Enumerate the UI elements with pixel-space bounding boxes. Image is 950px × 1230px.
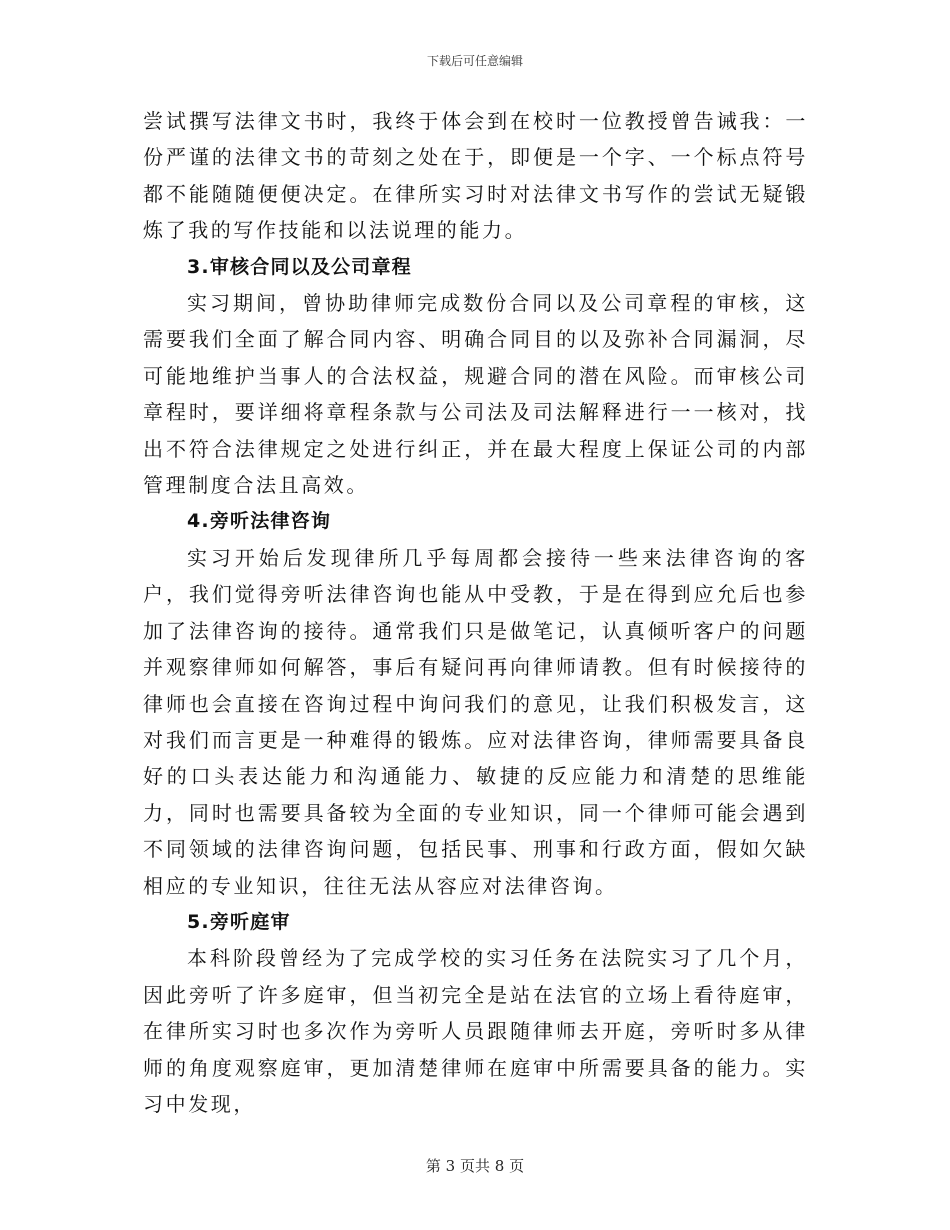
section-heading-3: 3.审核合同以及公司章程 (187, 255, 412, 278)
paragraph-legal-consultation: 实习开始后发现律所几乎每周都会接待一些来法律咨询的客户，我们觉得旁听法律咨询也能从中受教，于是在得到应允后也参加了法律咨询的接待。通常我们只是做笔记，认真倾听客户的问题并观察律师如何解答，事后有疑问再向律师请教。但有时候接待的律师也会直接在咨询过程中询问我们的意见，让我们积极发言，这对我们而言更是一种难得的锻炼。应对法律咨询，律师需要具备良好的口头表达能力和沟通能力、敏捷的反应能力和清楚的思维能力，同时也需要具备较为全面的专业知识，同一个律师可能会遇到不同领域的法律咨询问题，包括民事、刑事和行政方面，假如欠缺相应的专业知识，往往无法从容应对法律咨询。 (143, 545, 808, 898)
paragraph-contract-review: 实习期间，曾协助律师完成数份合同以及公司章程的审核，这需要我们全面了解合同内容、明确合同目的以及弥补合同漏洞，尽可能地维护当事人的合法权益，规避合同的潜在风险。而审核公司章程时，要详细将章程条款与公司法及司法解释进行一一核对，找出不符合法律规定之处进行纠正，并在最大程度上保证公司的内部管理制度合法且高效。 (143, 291, 808, 498)
page-header: 下载后可任意编辑 (426, 54, 523, 68)
document-body (143, 103, 808, 1122)
paragraph-court-hearing: 本科阶段曾经为了完成学校的实习任务在法院实习了几个月，因此旁听了许多庭审，但当初完全是站在法官的立场上看待庭审，在律所实习时也多次作为旁听人员跟随律师去开庭，旁听时多从律师的角度观察庭审，更加清楚律师在庭审中所需要具备的能力。实习中发现， (143, 946, 808, 1116)
section-heading-4: 4.旁听法律咨询 (187, 510, 332, 533)
page-footer: 第 3 页共 8 页 (425, 1157, 525, 1175)
paragraph-continuation: 尝试撰写法律文书时，我终于体会到在校时一位教授曾告诫我：一份严谨的法律文书的苛刻之处在于，即便是一个字、一个标点符号都不能随随便便决定。在律所实习时对法律文书写作的尝试无疑锻炼了我的写作技能和以法说理的能力。 (143, 109, 808, 243)
section-heading-5: 5.旁听庭审 (187, 910, 291, 933)
